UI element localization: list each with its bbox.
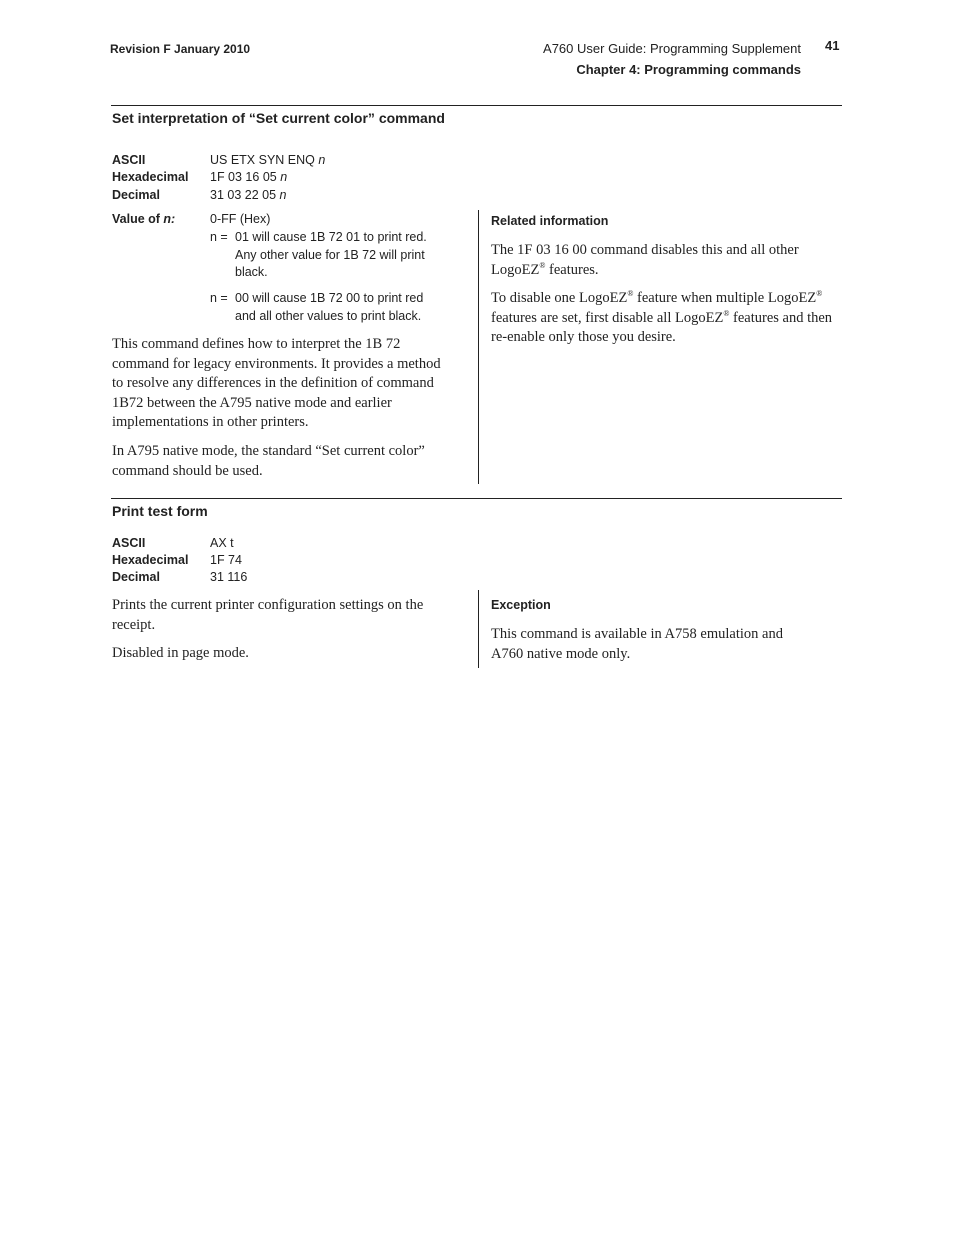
description-paragraph: In A795 native mode, the standard “Set current color” command should be used. [112,443,425,479]
code-value: 31 03 22 05 n [210,188,287,202]
code-label: Decimal [112,188,160,202]
code-row-ascii [112,151,325,169]
code-value: 1F 03 16 05 n [210,170,288,184]
description-paragraph: Prints the current printer configuration settings on the receipt. [112,597,424,633]
code-label: ASCII [112,153,146,167]
page-number: 41 [825,38,840,53]
code-label: Decimal [112,570,160,584]
code-label: Hexadecimal [112,553,189,567]
section-title: Print test form [112,503,208,519]
revision-label: Revision F January 2010 [110,42,251,56]
code-row-hex [112,168,287,186]
code-value: US ETX SYN ENQ n [210,153,326,167]
code-label: ASCII [112,536,146,550]
section-divider [111,105,842,106]
description-paragraph: Disabled in page mode. [112,645,249,661]
running-header [401,38,801,80]
code-row-decimal [112,186,286,204]
section-title: Set interpretation of “Set current color” command [112,110,445,126]
value-range: 0-FF (Hex) [210,212,271,226]
exception-heading: Exception [491,598,551,612]
related-info-heading: Related information [491,214,609,228]
description-paragraph: This command defines how to interpret the 1B 72 command for legacy environments. It provides a method to resolve any differences in the definition of command 1B72 between the A795 native mode and earlier implementations in other printers. [112,336,441,430]
chapter-title: Chapter 4: Programming commands [576,62,801,77]
code-value: AX t [210,536,234,550]
code-row-ascii [112,534,234,552]
code-value: 1F 74 [210,553,242,567]
code-row-decimal [112,568,247,586]
column-separator [478,210,479,484]
column-separator [478,590,479,668]
code-value: 31 116 [210,570,248,584]
guide-title: A760 User Guide: Programming Supplement [543,41,801,56]
related-info-paragraph: To disable one LogoEZ® feature when multiple LogoEZ® features are set, first disable all LogoEZ® features and then re-enable only those you desire. [491,289,833,345]
code-label: Hexadecimal [112,170,189,184]
exception-paragraph: This command is available in A758 emulation and A760 native mode only. [491,626,783,662]
n-value-item: n = 01 will cause 1B 72 01 to print red. Any other value for 1B 72 will print black. [210,230,427,279]
value-of-n-label: Value of n: [112,212,176,226]
related-info-paragraph: The 1F 03 16 00 command disables this and all other LogoEZ® features. [491,242,799,278]
code-row-hex [112,551,242,569]
section-divider [111,498,842,499]
n-value-item: n = 00 will cause 1B 72 00 to print red and all other values to print black. [210,291,424,323]
